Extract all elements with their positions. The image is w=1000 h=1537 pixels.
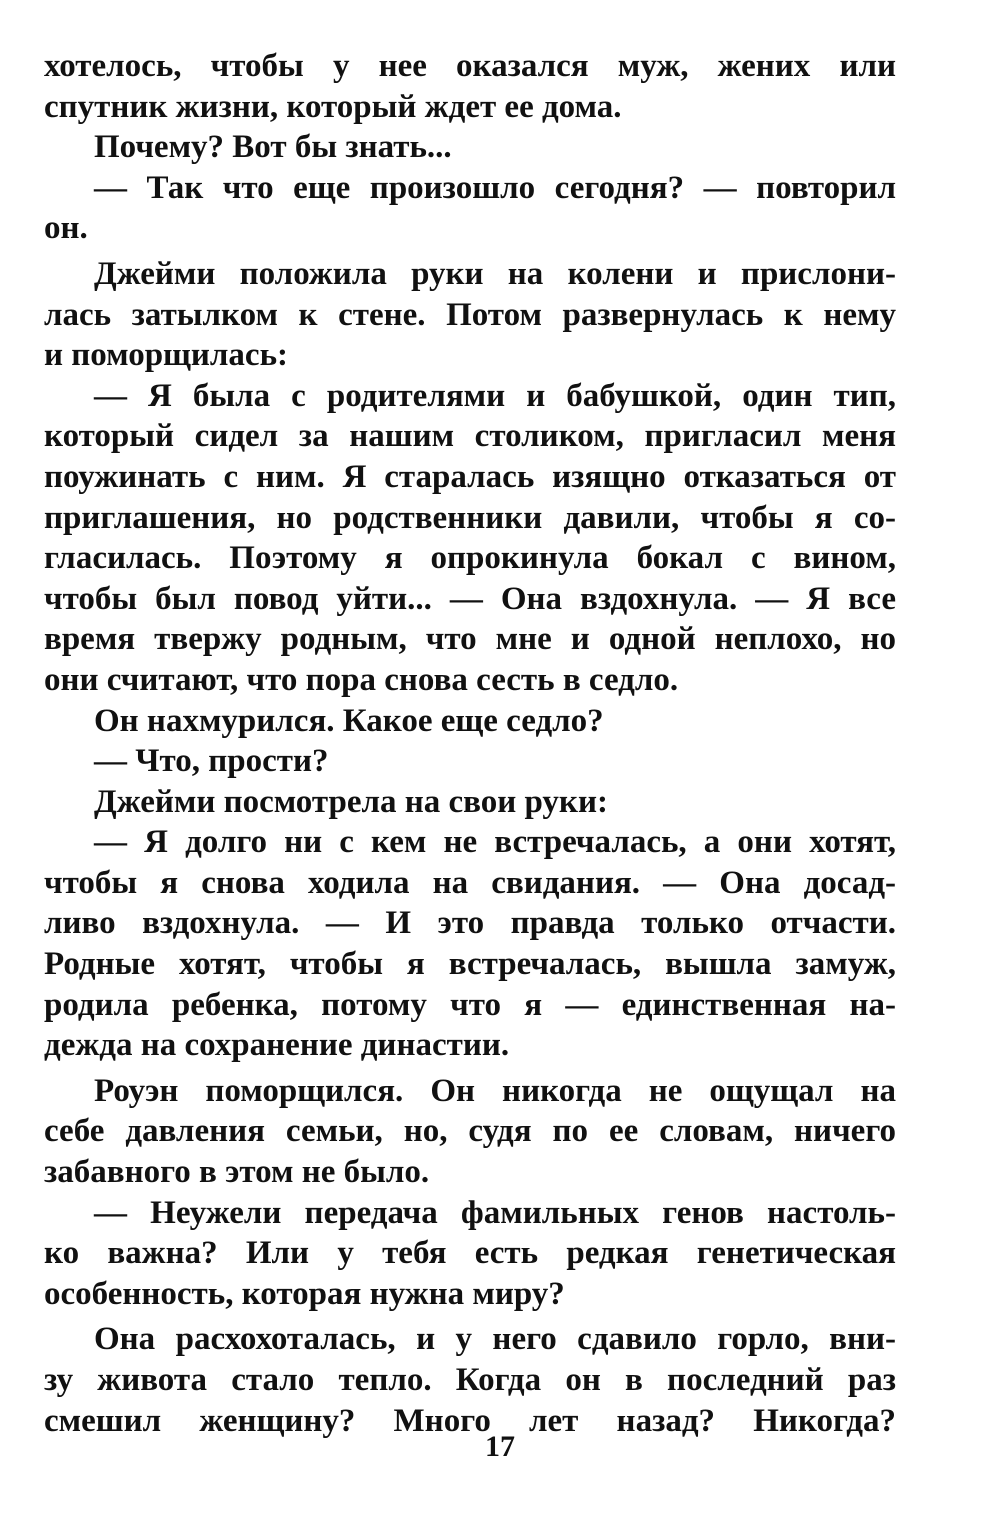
text-line: гласилась. Поэтому я опрокинула бокал с вином, [44,540,896,577]
text-line: — Неужели передача фамильных генов настоль- [94,1194,896,1231]
text-line: — Я была с родителями и бабушкой, один тип, [94,377,896,414]
text-line: спутник жизни, который ждет ее дома. [44,88,622,125]
text-line: дежда на сохранение династии. [44,1027,510,1064]
text-line: Родные хотят, чтобы я встречалась, вышла замуж, [44,946,896,983]
text-line: ко важна? Или у тебя есть редкая генетическая [44,1235,896,1272]
text-line: зу живота стало тепло. Когда он в последний раз [44,1362,896,1398]
text-line: забавного в этом не было. [44,1154,430,1191]
text-line: поужинать с ним. Я старалась изящно отказаться от [44,458,896,495]
book-page [44,46,896,1441]
text-line: время твержу родным, что мне и одной неплохо, но [44,621,896,658]
text-line: — Что, прости? [94,743,329,780]
text-line: — Так что еще произошло сегодня? — повторил [94,169,896,206]
text-line: родила ребенка, потому что я — единственная на- [44,986,896,1023]
text-line: Почему? Вот бы знать... [94,129,452,166]
text-line: чтобы я снова ходила на свидания. — Она досад- [44,864,896,901]
text-line: лась затылком к стене. Потом развернулась к нему [44,296,896,333]
text-line: Джейми положила руки на колени и прислони- [94,255,896,292]
text-line: Роуэн поморщился. Он никогда не ощущал на [94,1072,896,1109]
text-line: хотелось, чтобы у нее оказался муж, жених или [44,48,896,84]
text-line: ливо вздохнула. — И это правда только отчасти. [44,905,896,942]
text-line: — Я долго ни с кем не встречалась, а они хотят, [94,824,896,861]
text-line: приглашения, но родственники давили, чтобы я со- [44,499,896,536]
text-line: и поморщилась: [44,337,289,374]
text-line: Она расхохоталась, и у него сдавило горло, вни- [94,1321,896,1358]
text-line: они считают, что пора снова сесть в седло. [44,661,679,698]
text-line: он. [44,210,88,247]
text-line: смешил женщину? Много лет назад? Никогда? [44,1402,896,1439]
text-line: особенность, которая нужна миру? [44,1275,565,1312]
text-line: себе давления семьи, но, судя по ее словам, ничего [44,1113,896,1150]
text-line: Он нахмурился. Какое еще седло? [94,702,604,739]
text-line: Джейми посмотрела на свои руки: [94,783,608,820]
page-number: 17 [485,1430,515,1463]
text-line: который сидел за нашим столиком, пригласил меня [44,418,896,455]
text-line: чтобы был повод уйти... — Она вздохнула. — Я все [44,580,896,617]
